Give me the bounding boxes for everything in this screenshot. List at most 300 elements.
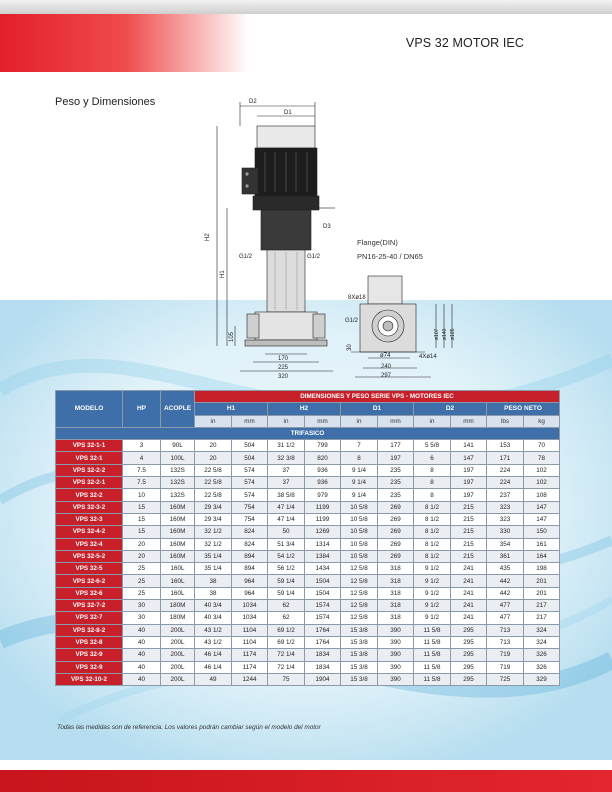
table-cell: 390: [378, 636, 414, 648]
unit-d1-in: in: [341, 415, 378, 427]
table-cell: 8 1/2: [414, 550, 451, 562]
table-cell: 390: [378, 661, 414, 673]
footer-red-band: [0, 770, 612, 792]
table-cell: 15: [123, 501, 161, 513]
cell-model: VPS 32-6: [56, 587, 123, 599]
table-cell: 200L: [161, 673, 195, 685]
unit-d2-in: in: [414, 415, 451, 427]
flange-label-line2: PN16-25-40 / DN65: [357, 252, 423, 261]
table-cell: 160M: [161, 501, 195, 513]
table-row: [56, 440, 560, 452]
table-cell: 197: [451, 464, 487, 476]
table-row: [56, 563, 560, 575]
table-cell: 1314: [305, 538, 341, 550]
table-row: [56, 636, 560, 648]
table-cell: 30: [123, 600, 161, 612]
col-header-hp: HP: [123, 391, 161, 428]
table-cell: 15 3/8: [341, 649, 378, 661]
cell-model: VPS 32-2-2: [56, 464, 123, 476]
unit-h1-mm: mm: [232, 415, 268, 427]
table-cell: 38 5/8: [268, 489, 305, 501]
table-row: [56, 624, 560, 636]
table-cell: 132S: [161, 477, 195, 489]
table-cell: 3: [123, 440, 161, 452]
table-cell: 11 5/8: [414, 636, 451, 648]
table-cell: 43 1/2: [195, 636, 232, 648]
table-cell: 217: [524, 612, 560, 624]
table-cell: 215: [451, 501, 487, 513]
table-cell: 70: [524, 440, 560, 452]
table-cell: 235: [378, 477, 414, 489]
table-cell: 217: [524, 600, 560, 612]
table-cell: 11 5/8: [414, 661, 451, 673]
table-cell: 200L: [161, 661, 195, 673]
table-cell: 160L: [161, 575, 195, 587]
table-cell: 1174: [232, 661, 268, 673]
label-8x18: 8Xø18: [348, 295, 366, 301]
table-cell: 147: [451, 452, 487, 464]
table-cell: 35 1/4: [195, 563, 232, 575]
label-4x14: 4Xø14: [419, 354, 437, 360]
table-cell: 9 1/2: [414, 575, 451, 587]
table-cell: 1104: [232, 636, 268, 648]
table-cell: 354: [487, 538, 524, 550]
label-phi140: ø140: [442, 328, 448, 340]
table-cell: 1244: [232, 673, 268, 685]
label-phi107: ø107: [434, 328, 440, 340]
col-group-d1: D1: [341, 403, 414, 415]
label-g12-side: G1/2: [345, 318, 359, 324]
table-cell: 894: [232, 563, 268, 575]
table-cell: 1434: [305, 563, 341, 575]
table-cell: 25: [123, 575, 161, 587]
table-cell: 198: [524, 563, 560, 575]
table-cell: 241: [451, 563, 487, 575]
table-cell: 69 1/2: [268, 636, 305, 648]
table-cell: 40: [123, 661, 161, 673]
section-title: Peso y Dimensiones: [55, 96, 156, 108]
table-cell: 25: [123, 587, 161, 599]
table-cell: 9 1/4: [341, 489, 378, 501]
table-cell: 5 5/8: [414, 440, 451, 452]
page-title: VPS 32 MOTOR IEC: [405, 36, 524, 50]
cell-model: VPS 32-9: [56, 649, 123, 661]
table-row: [56, 538, 560, 550]
table-cell: 435: [487, 563, 524, 575]
table-cell: 235: [378, 464, 414, 476]
cell-model: VPS 32-1-1: [56, 440, 123, 452]
unit-d1-mm: mm: [378, 415, 414, 427]
flange-label-line1: Flange(DIN): [357, 238, 398, 247]
table-cell: 12 5/8: [341, 612, 378, 624]
table-cell: 574: [232, 464, 268, 476]
table-cell: 318: [378, 612, 414, 624]
cell-model: VPS 32-2-1: [56, 477, 123, 489]
table-cell: 8 1/2: [414, 501, 451, 513]
table-cell: 215: [451, 526, 487, 538]
table-cell: 295: [451, 661, 487, 673]
cell-model: VPS 32-7-2: [56, 600, 123, 612]
table-cell: 9 1/2: [414, 563, 451, 575]
table-cell: 361: [487, 550, 524, 562]
col-header-coupling: ACOPLE: [161, 391, 195, 428]
table-row: [56, 550, 560, 562]
table-cell: 69 1/2: [268, 624, 305, 636]
table-cell: 15: [123, 513, 161, 525]
table-cell: 1764: [305, 624, 341, 636]
table-cell: 51 3/4: [268, 538, 305, 550]
table-cell: 1384: [305, 550, 341, 562]
table-cell: 329: [524, 673, 560, 685]
table-cell: 100L: [161, 452, 195, 464]
label-320: 320: [278, 374, 289, 380]
cell-model: VPS 32-8-2: [56, 624, 123, 636]
table-cell: 7.5: [123, 464, 161, 476]
table-cell: 180M: [161, 612, 195, 624]
cell-model: VPS 32-7: [56, 612, 123, 624]
table-cell: 32 1/2: [195, 538, 232, 550]
table-cell: 713: [487, 636, 524, 648]
table-cell: 224: [487, 477, 524, 489]
table-cell: 269: [378, 538, 414, 550]
label-30: 30: [347, 344, 353, 351]
table-cell: 318: [378, 575, 414, 587]
table-cell: 477: [487, 600, 524, 612]
table-cell: 7.5: [123, 477, 161, 489]
table-cell: 574: [232, 477, 268, 489]
label-297: 297: [381, 373, 392, 379]
unit-weight-lbs: lbs: [487, 415, 524, 427]
table-cell: 8 1/2: [414, 513, 451, 525]
table-cell: 62: [268, 600, 305, 612]
table-cell: 1174: [232, 649, 268, 661]
table-cell: 200L: [161, 649, 195, 661]
table-cell: 323: [487, 501, 524, 513]
table-cell: 6: [414, 452, 451, 464]
table-cell: 161: [524, 538, 560, 550]
col-group-h1: H1: [195, 403, 268, 415]
table-cell: 25: [123, 563, 161, 575]
table-cell: 22 5/8: [195, 489, 232, 501]
table-cell: 160M: [161, 550, 195, 562]
table-cell: 200L: [161, 624, 195, 636]
label-170: 170: [278, 356, 289, 362]
label-h2: H2: [205, 233, 211, 241]
table-cell: 241: [451, 575, 487, 587]
table-row: [56, 526, 560, 538]
table-cell: 4: [123, 452, 161, 464]
label-74: ø74: [380, 353, 391, 359]
table-cell: 824: [232, 526, 268, 538]
table-cell: 719: [487, 661, 524, 673]
unit-h1-in: in: [195, 415, 232, 427]
table-cell: 10 5/8: [341, 501, 378, 513]
cell-model: VPS 32-3-2: [56, 501, 123, 513]
table-cell: 241: [451, 612, 487, 624]
table-cell: 442: [487, 587, 524, 599]
cell-model: VPS 32-3: [56, 513, 123, 525]
header-red-band: [0, 14, 250, 72]
table-cell: 201: [524, 575, 560, 587]
table-cell: 1104: [232, 624, 268, 636]
table-cell: 40 3/4: [195, 612, 232, 624]
table-cell: 160M: [161, 526, 195, 538]
table-cell: 29 3/4: [195, 501, 232, 513]
table-cell: 799: [305, 440, 341, 452]
table-cell: 8: [414, 489, 451, 501]
label-h1: H1: [220, 270, 226, 278]
table-cell: 78: [524, 452, 560, 464]
table-cell: 725: [487, 673, 524, 685]
table-cell: 269: [378, 526, 414, 538]
table-cell: 390: [378, 624, 414, 636]
table-cell: 1504: [305, 575, 341, 587]
table-cell: 936: [305, 477, 341, 489]
table-cell: 15: [123, 526, 161, 538]
table-cell: 201: [524, 587, 560, 599]
table-cell: 153: [487, 440, 524, 452]
table-cell: 37: [268, 464, 305, 476]
cell-model: VPS 32-5-2: [56, 550, 123, 562]
table-cell: 197: [451, 489, 487, 501]
table-cell: 269: [378, 513, 414, 525]
table-cell: 40: [123, 673, 161, 685]
table-cell: 147: [524, 501, 560, 513]
table-cell: 29 3/4: [195, 513, 232, 525]
table-cell: 9 1/2: [414, 587, 451, 599]
label-240: 240: [381, 364, 392, 370]
table-cell: 1574: [305, 600, 341, 612]
table-row: [56, 489, 560, 501]
table-row: [56, 513, 560, 525]
table-cell: 31 1/2: [268, 440, 305, 452]
table-cell: 894: [232, 550, 268, 562]
table-cell: 390: [378, 673, 414, 685]
table-cell: 1269: [305, 526, 341, 538]
table-cell: 318: [378, 563, 414, 575]
table-row: [56, 452, 560, 464]
table-cell: 241: [451, 587, 487, 599]
table-cell: 197: [451, 477, 487, 489]
table-cell: 177: [378, 440, 414, 452]
cell-model: VPS 32-4-2: [56, 526, 123, 538]
table-row: [56, 661, 560, 673]
table-cell: 9 1/4: [341, 464, 378, 476]
table-cell: 215: [451, 538, 487, 550]
table-cell: 49: [195, 673, 232, 685]
section-label-trifasico: TRIFASICO: [56, 427, 560, 439]
label-g12-right: G1/2: [307, 254, 321, 260]
table-cell: 20: [123, 538, 161, 550]
table-cell: 141: [451, 440, 487, 452]
table-cell: 32 3/8: [268, 452, 305, 464]
table-cell: 11 5/8: [414, 624, 451, 636]
group-header: DIMENSIONES Y PESO SERIE VPS - MOTORES IEC: [195, 391, 560, 403]
cell-model: VPS 32-8: [56, 636, 123, 648]
cell-model: VPS 32-1: [56, 452, 123, 464]
col-header-model: MODELO: [56, 391, 123, 428]
table-cell: 318: [378, 587, 414, 599]
table-cell: 62: [268, 612, 305, 624]
footnote: Todas las medidas son de referencia. Los valores podrán cambiar según el modelo del motor: [57, 724, 321, 731]
col-group-weight: PESO NETO: [487, 403, 560, 415]
table-cell: 40: [123, 624, 161, 636]
table-cell: 15 3/8: [341, 673, 378, 685]
table-cell: 979: [305, 489, 341, 501]
table-cell: 754: [232, 513, 268, 525]
unit-d2-mm: mm: [451, 415, 487, 427]
table-cell: 12 5/8: [341, 575, 378, 587]
table-row: [56, 575, 560, 587]
table-cell: 318: [378, 600, 414, 612]
table-cell: 719: [487, 649, 524, 661]
table-cell: 574: [232, 489, 268, 501]
table-cell: 295: [451, 624, 487, 636]
table-cell: 15 3/8: [341, 624, 378, 636]
table-cell: 43 1/2: [195, 624, 232, 636]
cell-model: VPS 32-5: [56, 563, 123, 575]
table-cell: 235: [378, 489, 414, 501]
table-cell: 72 1/4: [268, 661, 305, 673]
table-cell: 504: [232, 452, 268, 464]
table-cell: 200L: [161, 636, 195, 648]
label-225: 225: [278, 365, 289, 371]
table-cell: 10 5/8: [341, 513, 378, 525]
cell-model: VPS 32-10-2: [56, 673, 123, 685]
table-cell: 9 1/4: [341, 477, 378, 489]
table-cell: 90L: [161, 440, 195, 452]
table-cell: 30: [123, 612, 161, 624]
table-cell: 38: [195, 575, 232, 587]
table-cell: 46 1/4: [195, 649, 232, 661]
table-cell: 40: [123, 649, 161, 661]
dimensions-weight-table: [55, 390, 560, 686]
table-cell: 8: [341, 452, 378, 464]
table-cell: 936: [305, 464, 341, 476]
table-cell: 1199: [305, 501, 341, 513]
table-cell: 11 5/8: [414, 649, 451, 661]
table-row: [56, 477, 560, 489]
table-cell: 35 1/4: [195, 550, 232, 562]
table-cell: 754: [232, 501, 268, 513]
table-row: [56, 587, 560, 599]
table-cell: 40: [123, 636, 161, 648]
label-d1: D1: [284, 110, 292, 116]
unit-weight-kg: kg: [524, 415, 560, 427]
top-bar: [0, 0, 612, 14]
table-cell: 160L: [161, 587, 195, 599]
table-cell: 504: [232, 440, 268, 452]
table-cell: 15 3/8: [341, 661, 378, 673]
table-cell: 102: [524, 464, 560, 476]
table-row: [56, 600, 560, 612]
cell-model: VPS 32-9: [56, 661, 123, 673]
table-cell: 54 1/2: [268, 550, 305, 562]
cell-model: VPS 32-2: [56, 489, 123, 501]
table-cell: 330: [487, 526, 524, 538]
table-cell: 713: [487, 624, 524, 636]
table-cell: 132S: [161, 489, 195, 501]
table-cell: 241: [451, 600, 487, 612]
table-cell: 8 1/2: [414, 538, 451, 550]
table-cell: 8: [414, 464, 451, 476]
table-cell: 295: [451, 649, 487, 661]
table-cell: 295: [451, 673, 487, 685]
pump-dimension-drawing: [195, 96, 465, 386]
table-row: [56, 464, 560, 476]
table-cell: 180M: [161, 600, 195, 612]
table-cell: 12 5/8: [341, 600, 378, 612]
cell-model: VPS 32-6-2: [56, 575, 123, 587]
col-group-h2: H2: [268, 403, 341, 415]
col-group-d2: D2: [414, 403, 487, 415]
table-cell: 59 1/4: [268, 587, 305, 599]
table-cell: 326: [524, 649, 560, 661]
table-cell: 72 1/4: [268, 649, 305, 661]
table-cell: 1574: [305, 612, 341, 624]
table-cell: 964: [232, 587, 268, 599]
table-cell: 269: [378, 501, 414, 513]
table-cell: 37: [268, 477, 305, 489]
table-cell: 7: [341, 440, 378, 452]
table-cell: 9 1/2: [414, 600, 451, 612]
table-cell: 160L: [161, 563, 195, 575]
table-cell: 10 5/8: [341, 526, 378, 538]
table-cell: 32 1/2: [195, 526, 232, 538]
unit-h2-mm: mm: [305, 415, 341, 427]
table-cell: 324: [524, 624, 560, 636]
table-row: [56, 501, 560, 513]
table-cell: 8: [414, 477, 451, 489]
table-cell: 323: [487, 513, 524, 525]
table-cell: 171: [487, 452, 524, 464]
table-cell: 59 1/4: [268, 575, 305, 587]
table-row: [56, 673, 560, 685]
table-cell: 442: [487, 575, 524, 587]
label-d3: D3: [323, 224, 331, 230]
table-cell: 108: [524, 489, 560, 501]
table-cell: 215: [451, 550, 487, 562]
table-cell: 820: [305, 452, 341, 464]
table-cell: 477: [487, 612, 524, 624]
table-cell: 132S: [161, 464, 195, 476]
table-cell: 15 3/8: [341, 636, 378, 648]
table-cell: 1904: [305, 673, 341, 685]
table-cell: 40 3/4: [195, 600, 232, 612]
table-cell: 47 1/4: [268, 501, 305, 513]
table-cell: 224: [487, 464, 524, 476]
table-cell: 1199: [305, 513, 341, 525]
table-cell: 102: [524, 477, 560, 489]
table-cell: 22 5/8: [195, 464, 232, 476]
label-d2: D2: [249, 99, 257, 105]
table-cell: 147: [524, 513, 560, 525]
label-105: 105: [229, 331, 235, 342]
table-row: [56, 649, 560, 661]
table-cell: 964: [232, 575, 268, 587]
table-cell: 269: [378, 550, 414, 562]
table-cell: 1834: [305, 649, 341, 661]
table-cell: 8 1/2: [414, 526, 451, 538]
cell-model: VPS 32-4: [56, 538, 123, 550]
table-cell: 22 5/8: [195, 477, 232, 489]
table-cell: 38: [195, 587, 232, 599]
table-cell: 1504: [305, 587, 341, 599]
table-cell: 324: [524, 636, 560, 648]
table-cell: 9 1/2: [414, 612, 451, 624]
table-cell: 10: [123, 489, 161, 501]
table-cell: 1034: [232, 600, 268, 612]
